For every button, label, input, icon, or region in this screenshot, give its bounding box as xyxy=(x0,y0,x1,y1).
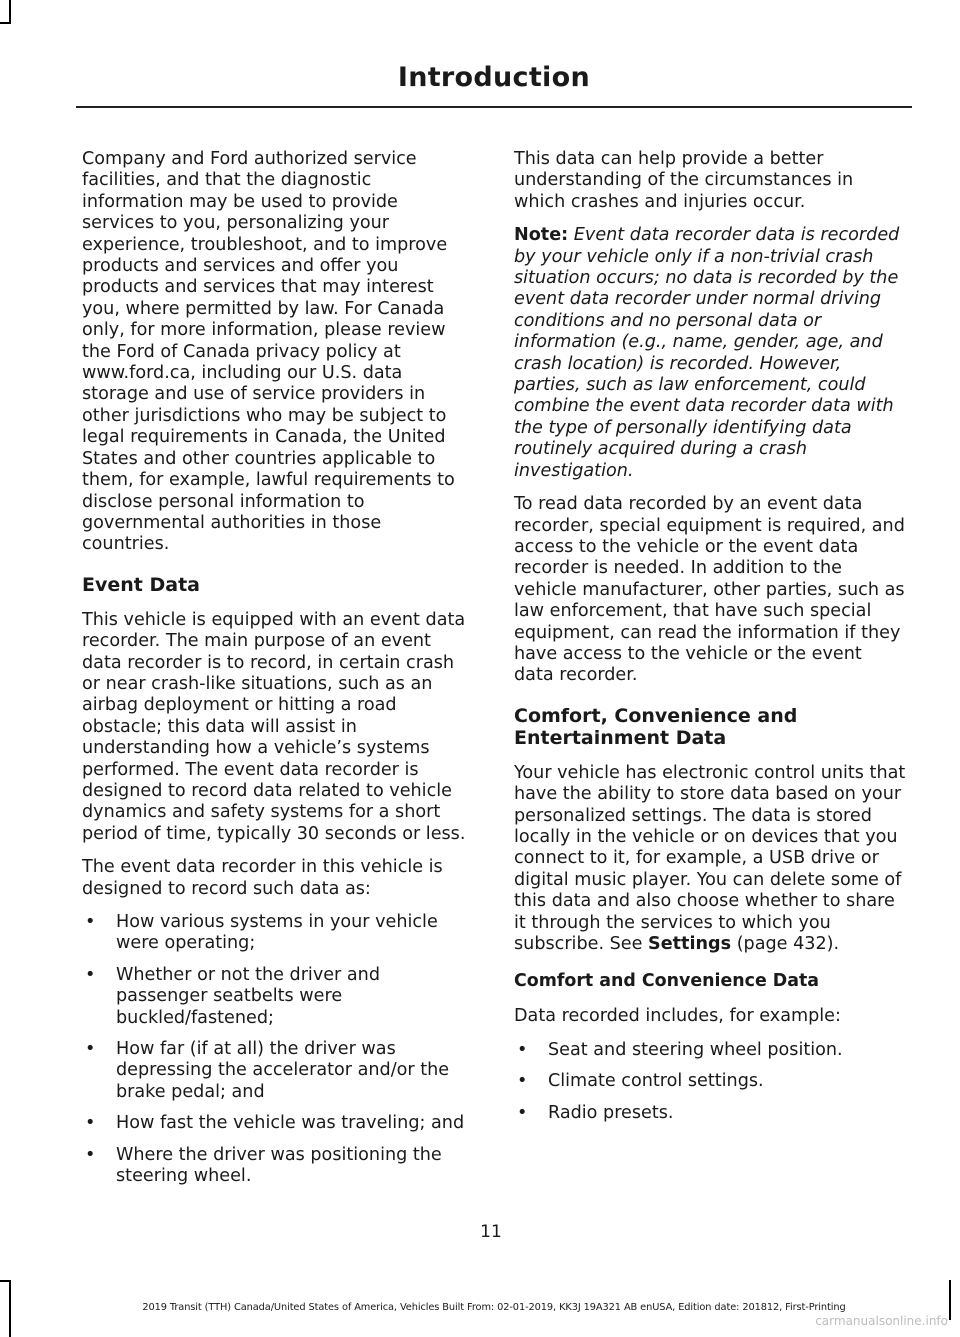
crop-mark-top-left-horizontal xyxy=(0,22,11,24)
recorded-intro-paragraph: Data recorded includes, for example: xyxy=(514,1006,841,1027)
right-column xyxy=(514,149,906,1134)
bullet-icon: • xyxy=(85,964,96,985)
note-paragraph xyxy=(514,225,906,482)
left-column xyxy=(82,149,474,1197)
list-item-text: Whether or not the driver and passenger seatbelts were buckled/fastened; xyxy=(116,964,380,1028)
list-item-text: How far (if at all) the driver was depressing the accelerator and/or the brake pedal; and xyxy=(116,1039,450,1102)
list-item-text: Radio presets. xyxy=(548,1102,674,1123)
list-item xyxy=(514,1071,906,1092)
header-divider xyxy=(76,106,912,108)
crop-mark-top-left-vertical xyxy=(9,0,11,24)
page-title: Introduction xyxy=(397,62,590,93)
list-item xyxy=(82,1113,474,1134)
recorded-data-list xyxy=(82,912,474,1187)
list-item-text: How various systems in your vehicle were operating; xyxy=(116,912,438,954)
list-item xyxy=(82,965,474,1029)
bullet-icon: • xyxy=(517,1039,528,1060)
bullet-icon: • xyxy=(85,1144,96,1165)
comfort-paragraph xyxy=(514,763,906,956)
list-item xyxy=(514,1103,906,1124)
bullet-icon: • xyxy=(85,1039,96,1060)
note-text: Event data recorder data is recorded by your vehicle only if a non-trivial crash situation occurs; no data is recorded by the event data recorder under normal driving conditions and no personal data or information (e.g., name, gender, age, and crash location) is recorded. However, parties, such as law enforcement, could combine the event data recorder data with the type of personally identifying data routinely acquired during a crash investigation. xyxy=(514,225,900,481)
recorder-intro-paragraph: The event data recorder in this vehicle is designed to record such data as: xyxy=(82,857,443,899)
comfort-data-list xyxy=(514,1040,906,1124)
list-item-text: How fast the vehicle was traveling; and xyxy=(116,1113,465,1134)
list-item xyxy=(82,1039,474,1103)
bullet-icon: • xyxy=(517,1071,528,1092)
list-item xyxy=(82,912,474,955)
note-label: Note: xyxy=(514,225,569,246)
list-item-text: Where the driver was positioning the steering wheel. xyxy=(116,1144,442,1187)
page-number: 11 xyxy=(480,1222,502,1242)
footer-edition-info: 2019 Transit (TTH) Canada/United States of America, Vehicles Built From: 02-01-2019, KK3J 19A321 AB enUSA, Edition date: 201812, First-Printing xyxy=(142,1302,846,1313)
crop-mark-bottom-right-vertical xyxy=(949,1280,951,1320)
bullet-icon: • xyxy=(85,912,96,932)
event-data-heading: Event Data xyxy=(82,573,200,596)
list-item xyxy=(82,1145,474,1188)
settings-page-ref: (page 432). xyxy=(736,934,840,954)
comfort-heading: Comfort, Convenience and Entertainment Data xyxy=(514,704,798,749)
read-data-paragraph: To read data recorded by an event data recorder, special equipment is required, and access to the vehicle or the event data recorder is needed. In addition to the vehicle manufacturer, other parties, such as law enforcement, that have such special equipment, can read the information if they have access to the vehicle or the event data recorder. xyxy=(514,494,905,686)
settings-link[interactable]: Settings xyxy=(648,934,732,954)
bullet-icon: • xyxy=(85,1113,96,1134)
comfort-subheading: Comfort and Convenience Data xyxy=(514,971,820,992)
crop-mark-bottom-left-horizontal xyxy=(0,1280,11,1282)
list-item-text: Climate control settings. xyxy=(548,1071,764,1092)
list-item-text: Seat and steering wheel position. xyxy=(548,1039,843,1060)
comfort-paragraph-text: Your vehicle has electronic control units that have the ability to store data based on your personalized settings. The data is stored locally in the vehicle or on devices that you connect to it, for example, a USB drive or digital music player. You can delete some of this data and also choose whether to share it through the services to which you subscribe. See xyxy=(514,762,906,954)
bullet-icon: • xyxy=(517,1102,528,1123)
list-item xyxy=(514,1040,906,1061)
event-data-paragraph: This vehicle is equipped with an event data recorder. The main purpose of an event data recorder is to record, in certain crash or near crash-like situations, such as an airbag deployment or hitting a road obstacle; this data will assist in understanding how a vehicle’s systems performed. The event data recorder is designed to record data related to vehicle dynamics and safety systems for a short period of time, typically 30 seconds or less. xyxy=(82,609,466,844)
understanding-paragraph: This data can help provide a better understanding of the circumstances in which crashes and injuries occur. xyxy=(514,149,854,212)
intro-paragraph: Company and Ford authorized service facilities, and that the diagnostic information may be used to provide services to you, personalizing your experience, troubleshoot, and to improve products and services and offer you products and services that may interest you, where permitted by law. For Canada only, for more information, please review the Ford of Canada privacy policy at www.ford.ca, including our U.S. data storage and use of service providers in other jurisdictions who may be subject to legal requirements in Canada, the United States and other countries applicable to them, for example, lawful requirements to disclose personal information to governmental authorities in those countries. xyxy=(82,149,455,555)
watermark[interactable]: carmanualsonline.info xyxy=(815,1314,948,1328)
